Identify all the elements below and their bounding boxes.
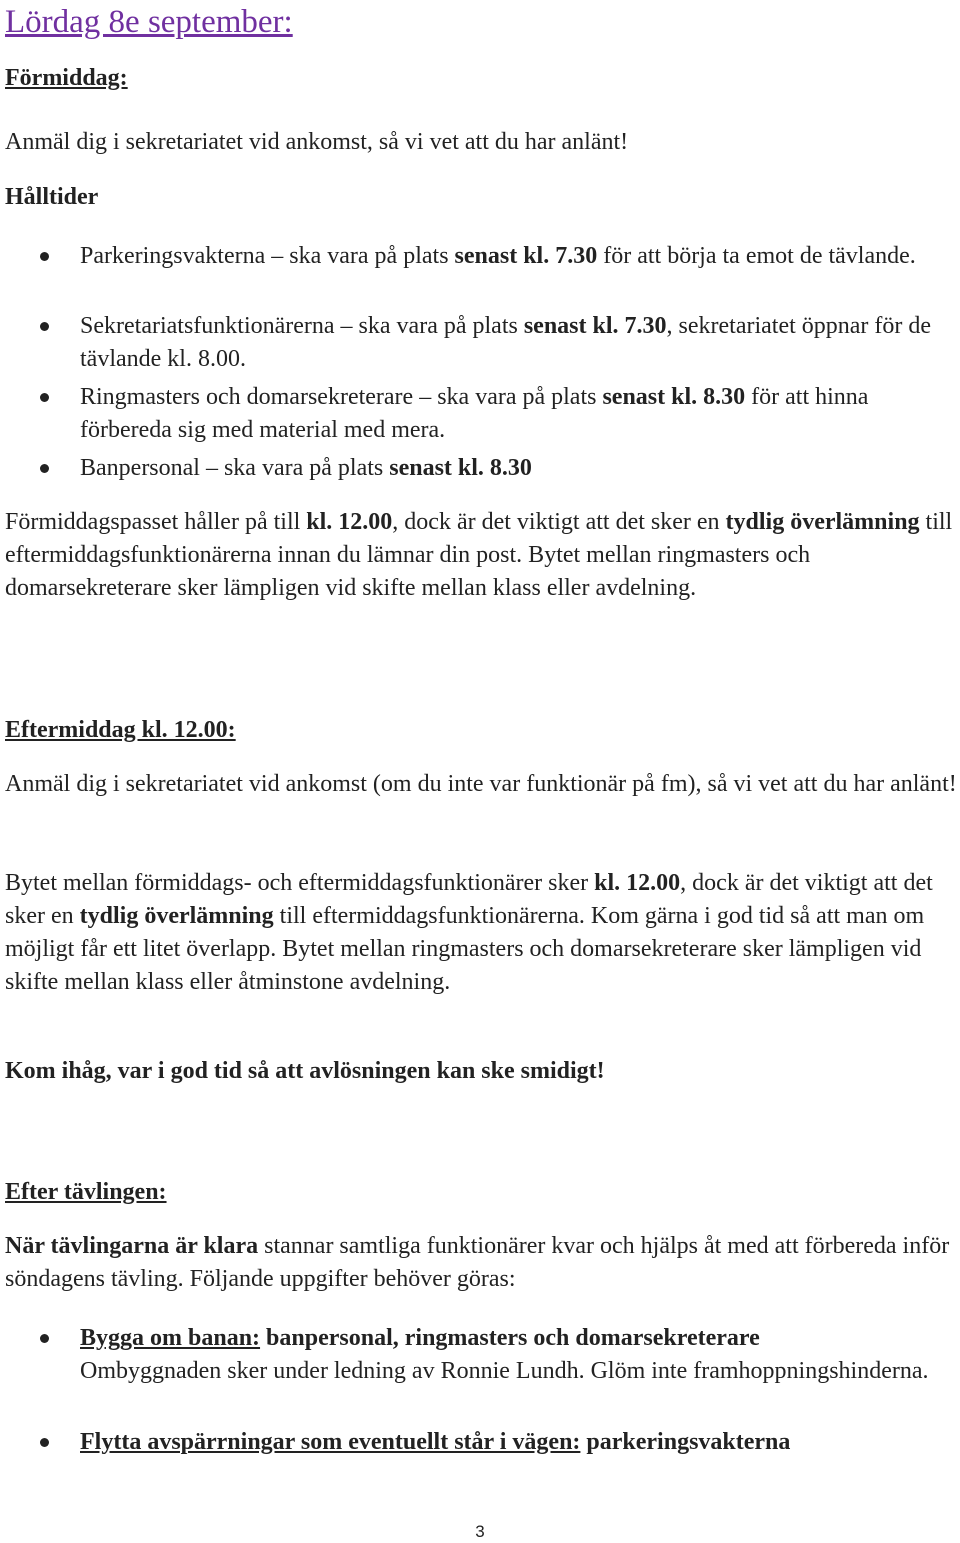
bullet-icon xyxy=(40,464,49,473)
task-title: Flytta avspärrningar som eventuellt står i vägen: xyxy=(80,1429,581,1455)
bullet-icon xyxy=(40,322,49,331)
afternoon-intro: Anmäl dig i sekretariatet vid ankomst (om du inte var funktionär på fm), så vi vet att du har anlänt! xyxy=(5,771,957,797)
item-text: Banpersonal – ska vara på plats xyxy=(80,455,390,481)
task-item xyxy=(80,1322,958,1388)
after-heading: Efter tävlingen: xyxy=(5,1179,167,1205)
task-title: Bygga om banan: xyxy=(80,1325,261,1351)
item-text-end: , sekretariatet öppnar för de tävlande kl. 8.00. xyxy=(80,313,932,372)
bullet-icon xyxy=(40,393,49,402)
bullet-icon xyxy=(40,252,49,261)
morning-heading: Förmiddag: xyxy=(5,65,128,91)
list-item xyxy=(80,240,958,273)
bold-time: kl. 12.00 xyxy=(594,870,681,896)
morning-intro: Anmäl dig i sekretariatet vid ankomst, så vi vet att du har anlänt! xyxy=(5,129,629,155)
text: till eftermiddagsfunktionärerna. Kom gärna i god tid så att man om möjligt får ett litet överlapp. Bytet mellan ringmasters och domarsekreterare sker lämpligen vid skifte mellan klass eller åtminstone avdelning. xyxy=(5,903,925,995)
bold-intro: När tävlingarna är klara xyxy=(5,1233,259,1259)
task-item xyxy=(80,1426,958,1459)
bold-time: kl. 12.00 xyxy=(306,509,393,535)
bullet-icon xyxy=(40,1438,49,1447)
item-text-end: för att börja ta emot de tävlande. xyxy=(597,243,916,269)
item-text: Ringmasters och domarsekreterare – ska vara på plats xyxy=(80,384,603,410)
times-heading: Hålltider xyxy=(5,184,99,210)
afternoon-shift-paragraph xyxy=(5,867,957,999)
task-who: banpersonal, ringmasters och domarsekreterare xyxy=(260,1325,760,1351)
task-who: parkeringsvakterna xyxy=(580,1429,791,1455)
item-text: Parkeringsvakterna – ska vara på plats xyxy=(80,243,455,269)
list-item xyxy=(80,452,958,485)
text: , dock är det viktigt att det sker en xyxy=(5,870,933,929)
page-number: 3 xyxy=(475,1522,485,1541)
list-item xyxy=(80,381,958,447)
bold-handover: tydlig överlämning xyxy=(79,903,274,929)
page-title: Lördag 8e september: xyxy=(5,4,293,40)
reminder: Kom ihåg, var i god tid så att avlösningen kan ske smidigt! xyxy=(5,1058,605,1084)
task-note: Ombyggnaden sker under ledning av Ronnie Lundh. Glöm inte framhoppningshinderna. xyxy=(80,1358,929,1384)
item-time: senast kl. 7.30 xyxy=(454,243,598,269)
list-item xyxy=(80,310,958,376)
bullet-icon xyxy=(40,1334,49,1343)
afternoon-heading: Eftermiddag kl. 12.00: xyxy=(5,717,236,743)
text: Bytet mellan förmiddags- och eftermiddagsfunktionärer sker xyxy=(5,870,595,896)
item-time: senast kl. 8.30 xyxy=(602,384,746,410)
text: , dock är det viktigt att det sker en xyxy=(392,509,726,535)
bold-handover: tydlig överlämning xyxy=(725,509,920,535)
text: till eftermiddagsfunktionärerna innan du lämnar din post. Bytet mellan ringmasters och domarsekreterare sker lämpligen vid skifte mellan klass eller avdelning. xyxy=(5,509,953,601)
item-text-end: för att hinna förbereda sig med material med mera. xyxy=(80,384,869,443)
text: stannar samtliga funktionärer kvar och hjälps åt med att förbereda inför söndagens tävling. Följande uppgifter behöver göras: xyxy=(5,1233,950,1292)
morning-shift-paragraph xyxy=(5,506,957,605)
item-text: Sekretariatsfunktionärerna – ska vara på plats xyxy=(80,313,524,339)
item-time: senast kl. 8.30 xyxy=(389,455,532,481)
text: Förmiddagspasset håller på till xyxy=(5,509,307,535)
item-time: senast kl. 7.30 xyxy=(523,313,667,339)
after-intro xyxy=(5,1230,957,1296)
